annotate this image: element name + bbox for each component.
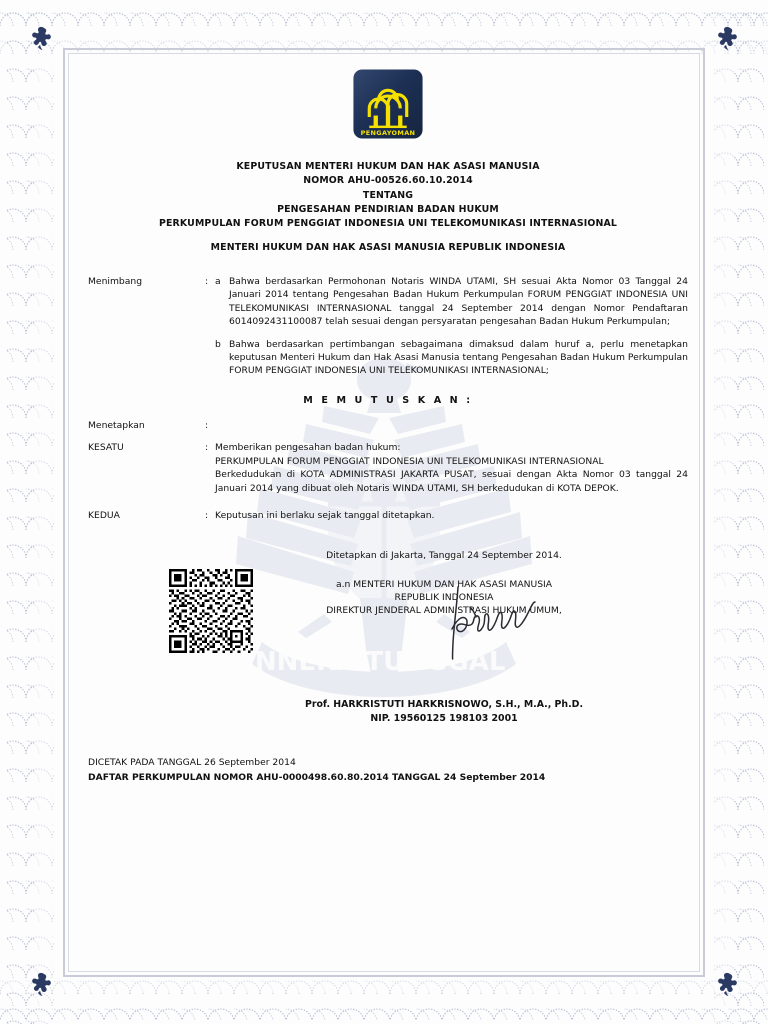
title-block <box>88 160 688 255</box>
corner-ornament-icon <box>26 970 56 1000</box>
signer-nip: NIP. 19560125 198103 2001 <box>370 712 518 724</box>
clause-spacer <box>88 329 688 338</box>
clause-colon-menetapkan: : <box>205 420 209 432</box>
clause-colon-kesatu: : <box>205 442 209 454</box>
clause-text-a: Bahwa berdasarkan Permohonan Notaris WINDA UTAMI, SH sesuai Akta Nomor 03 Tanggal 24 Januari 2014 tentang Pengesahan Badan Hukum Perkumpulan FORUM PENGGIAT INDONESIA UNI TELEKOMUNIKASI INTERNASIONAL tanggal 24 September 2014 dengan Nomor Pendaftaran 6014092431100087 telah sesuai dengan persyaratan pengesahan Badan Hukum Perkumpulan; <box>229 275 688 328</box>
clause-spacer <box>88 432 688 441</box>
title-line-1: KEPUTUSAN MENTERI HUKUM DAN HAK ASASI MANUSIA <box>236 161 540 173</box>
title-gap <box>88 232 688 241</box>
clause-label-kedua: KEDUA <box>88 510 120 522</box>
signature-on-behalf-1: a.n MENTERI HUKUM DAN HAK ASASI MANUSIA <box>335 578 553 590</box>
pengayoman-logo-icon <box>352 68 424 140</box>
issuing-authority: MENTERI HUKUM DAN HAK ASASI MANUSIA REPUBLIK INDONESIA <box>210 241 566 253</box>
logo-container <box>88 68 688 144</box>
handwritten-signature-icon <box>440 585 580 661</box>
clause-label-kesatu: KESATU <box>88 442 124 454</box>
clause-spacer <box>88 495 688 509</box>
signer-block <box>88 698 688 726</box>
clause-kedua <box>88 509 688 522</box>
clause-marker-a: a <box>215 275 221 287</box>
document-content <box>88 60 688 785</box>
kesatu-line-2: PERKUMPULAN FORUM PENGGIAT INDONESIA UNI TELEKOMUNIKASI INTERNASIONAL <box>215 455 604 467</box>
document-footer <box>88 756 688 785</box>
border-pattern-left <box>0 0 56 1024</box>
clause-menimbang-b <box>88 338 688 378</box>
clause-text-kedua: Keputusan ini berlaku sejak tanggal ditetapkan. <box>215 510 435 522</box>
signature-section <box>88 549 688 726</box>
clause-marker-b: b <box>215 338 221 350</box>
memutuskan-heading: M E M U T U S K A N : <box>303 394 473 406</box>
clause-label-menetapkan: Menetapkan <box>88 420 145 432</box>
clause-menimbang-a <box>88 275 688 329</box>
footer-register-number: DAFTAR PERKUMPULAN NOMOR AHU-0000498.60.80.2014 TANGGAL 24 September 2014 <box>88 771 546 783</box>
svg-text:BHINNEKA TUNGGAL IKA: BHINNEKA TUNGGAL IKA <box>203 647 565 677</box>
clauses-section <box>88 275 688 523</box>
title-line-2: NOMOR AHU-00526.60.10.2014 <box>303 175 473 187</box>
clause-colon-kedua: : <box>205 510 209 522</box>
border-pattern-right <box>712 0 768 1024</box>
clause-label-menimbang: Menimbang <box>88 275 143 287</box>
kesatu-line-3: Berkedudukan di KOTA ADMINISTRASI JAKARTA PUSAT, sesuai dengan Akta Nomor 03 tanggal 24 Januari 2014 yang dibuat oleh Notaris WINDA UTAMI, SH berkedudukan di KOTA DEPOK. <box>215 469 688 494</box>
title-line-4: PENGESAHAN PENDIRIAN BADAN HUKUM <box>277 203 499 215</box>
signer-name: Prof. HARKRISTUTI HARKRISNOWO, S.H., M.A., Ph.D. <box>304 698 584 710</box>
footer-printed-on: DICETAK PADA TANGGAL 26 September 2014 <box>88 756 296 768</box>
clause-text-b: Bahwa berdasarkan pertimbangan sebagaimana dimaksud dalam huruf a, perlu menetapkan keputusan Menteri Hukum dan Hak Asasi Manusia tentang Pengesahan Badan Hukum Perkumpulan FORUM PENGGIAT INDONESIA UNI TELEKOMUNIKASI INTERNASIONAL; <box>229 338 688 377</box>
clause-colon: : <box>205 275 209 287</box>
title-line-5: PERKUMPULAN FORUM PENGGIAT INDONESIA UNI TELEKOMUNIKASI INTERNASIONAL <box>158 218 618 230</box>
corner-ornament-icon <box>26 24 56 54</box>
clause-kesatu <box>88 441 688 495</box>
kesatu-line-1: Memberikan pengesahan badan hukum: <box>215 442 401 454</box>
clause-kesatu-body <box>215 441 688 495</box>
qr-code <box>160 569 262 653</box>
logo-caption: PENGAYOMAN <box>360 128 416 137</box>
clause-menetapkan <box>88 419 688 432</box>
corner-ornament-icon <box>712 24 742 54</box>
corner-ornament-icon <box>712 970 742 1000</box>
signature-place-date: Ditetapkan di Jakarta, Tanggal 24 September 2014. <box>326 549 562 561</box>
signature-on-behalf-2: REPUBLIK INDONESIA <box>394 591 494 603</box>
signature-on-behalf-3: DIREKTUR JENDERAL ADMINISTRASI HUKUM UMUM, <box>326 605 562 617</box>
title-line-3: TENTANG <box>362 189 414 201</box>
